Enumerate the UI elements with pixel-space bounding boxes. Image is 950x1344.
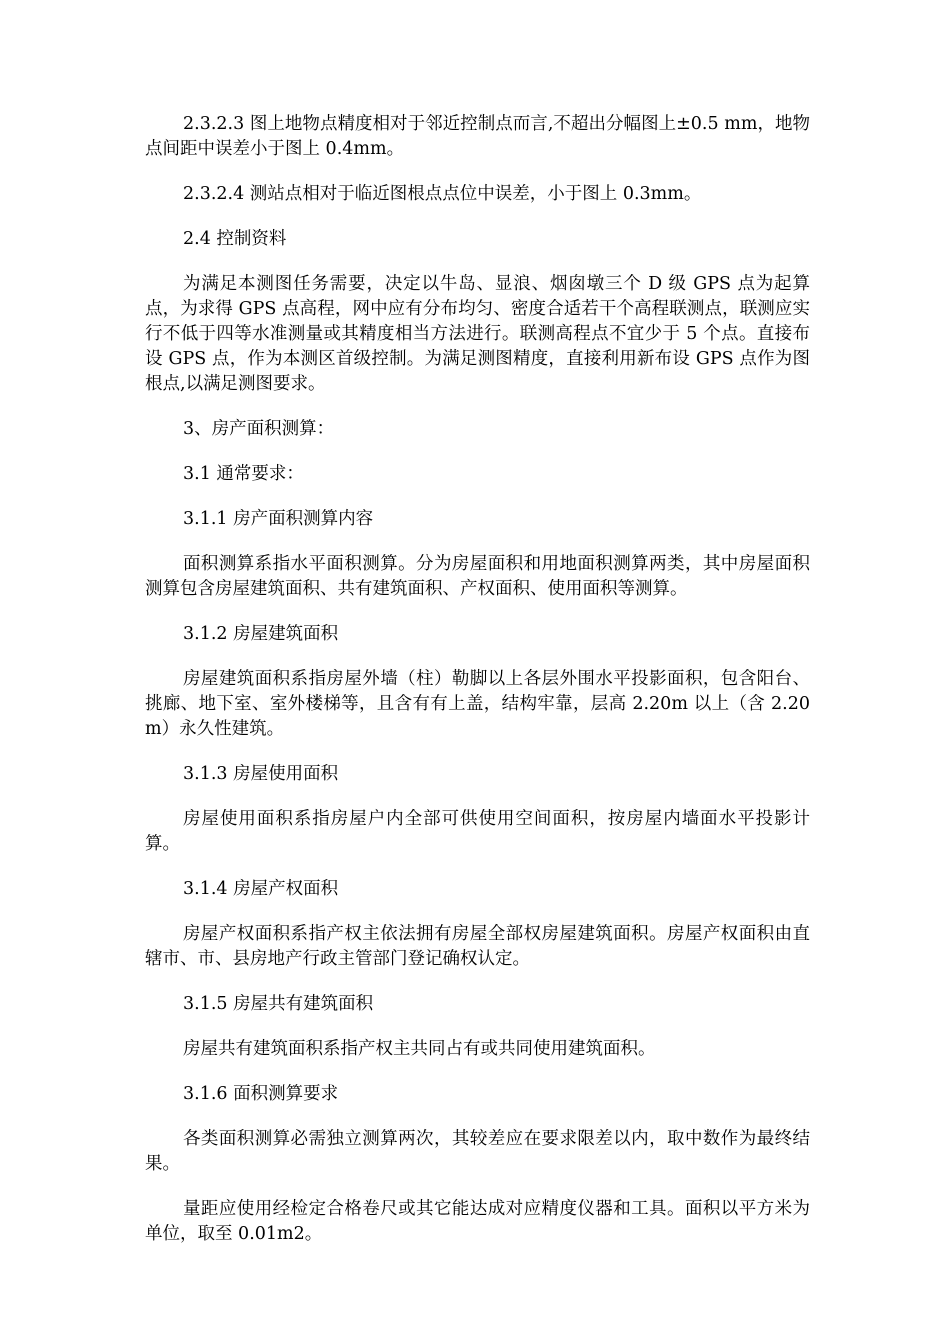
paragraph: 房屋共有建筑面积系指产权主共同占有或共同使用建筑面积。 [183,1039,656,1059]
section-heading: 3、房产面积测算： [183,419,335,439]
section-heading: 3.1.4 房屋产权面积 [183,879,339,899]
paragraph: 为满足本测图任务需要，决定以牛岛、显浪、烟囱墩三个 D 级 GPS 点为起算点，为求得 GPS 点高程，网中应有分布均匀、密度合适若干个高程联测点，联测应实行不低于四等水准测量或其精度相当方法进行。联测高程点不宜少于 5 个点。直接布设 GPS 点，作为本测区首级控制。为满足测图精度，直接利用新布设 GPS 点作为图根点,以满足测图要求。 [145,274,810,394]
paragraph: 房屋建筑面积系指房屋外墙（柱）勒脚以上各层外围水平投影面积，包含阳台、挑廊、地下室、室外楼梯等，且含有有上盖，结构牢靠，层高 2.20m 以上（含 2.20m）永久性建筑。 [145,669,810,739]
document-page [145,112,810,1267]
section-heading: 3.1.5 房屋共有建筑面积 [183,994,374,1014]
section-heading: 3.1.3 房屋使用面积 [183,764,339,784]
section-heading: 2.4 控制资料 [183,229,287,249]
section-heading: 3.1 通常要求： [183,464,304,484]
section-heading: 3.1.2 房屋建筑面积 [183,624,339,644]
section-heading: 3.1.6 面积测算要求 [183,1084,339,1104]
paragraph: 各类面积测算必需独立测算两次，其较差应在要求限差以内，取中数作为最终结果。 [145,1129,810,1174]
section-heading: 3.1.1 房产面积测算内容 [183,509,374,529]
paragraph: 2.3.2.4 测站点相对于临近图根点点位中误差，小于图上 0.3mm。 [183,184,702,204]
paragraph: 面积测算系指水平面积测算。分为房屋面积和用地面积测算两类，其中房屋面积测算包含房屋建筑面积、共有建筑面积、产权面积、使用面积等测算。 [145,554,810,599]
paragraph: 2.3.2.3 图上地物点精度相对于邻近控制点而言,不超出分幅图上±0.5 mm，地物点间距中误差小于图上 0.4mm。 [145,114,810,159]
paragraph: 房屋使用面积系指房屋户内全部可供使用空间面积，按房屋内墙面水平投影计算。 [145,809,810,854]
paragraph: 量距应使用经检定合格卷尺或其它能达成对应精度仪器和工具。面积以平方米为单位，取至 0.01m2。 [145,1199,810,1244]
paragraph: 房屋产权面积系指产权主依法拥有房屋全部权房屋建筑面积。房屋产权面积由直辖市、市、县房地产行政主管部门登记确权认定。 [145,924,810,969]
